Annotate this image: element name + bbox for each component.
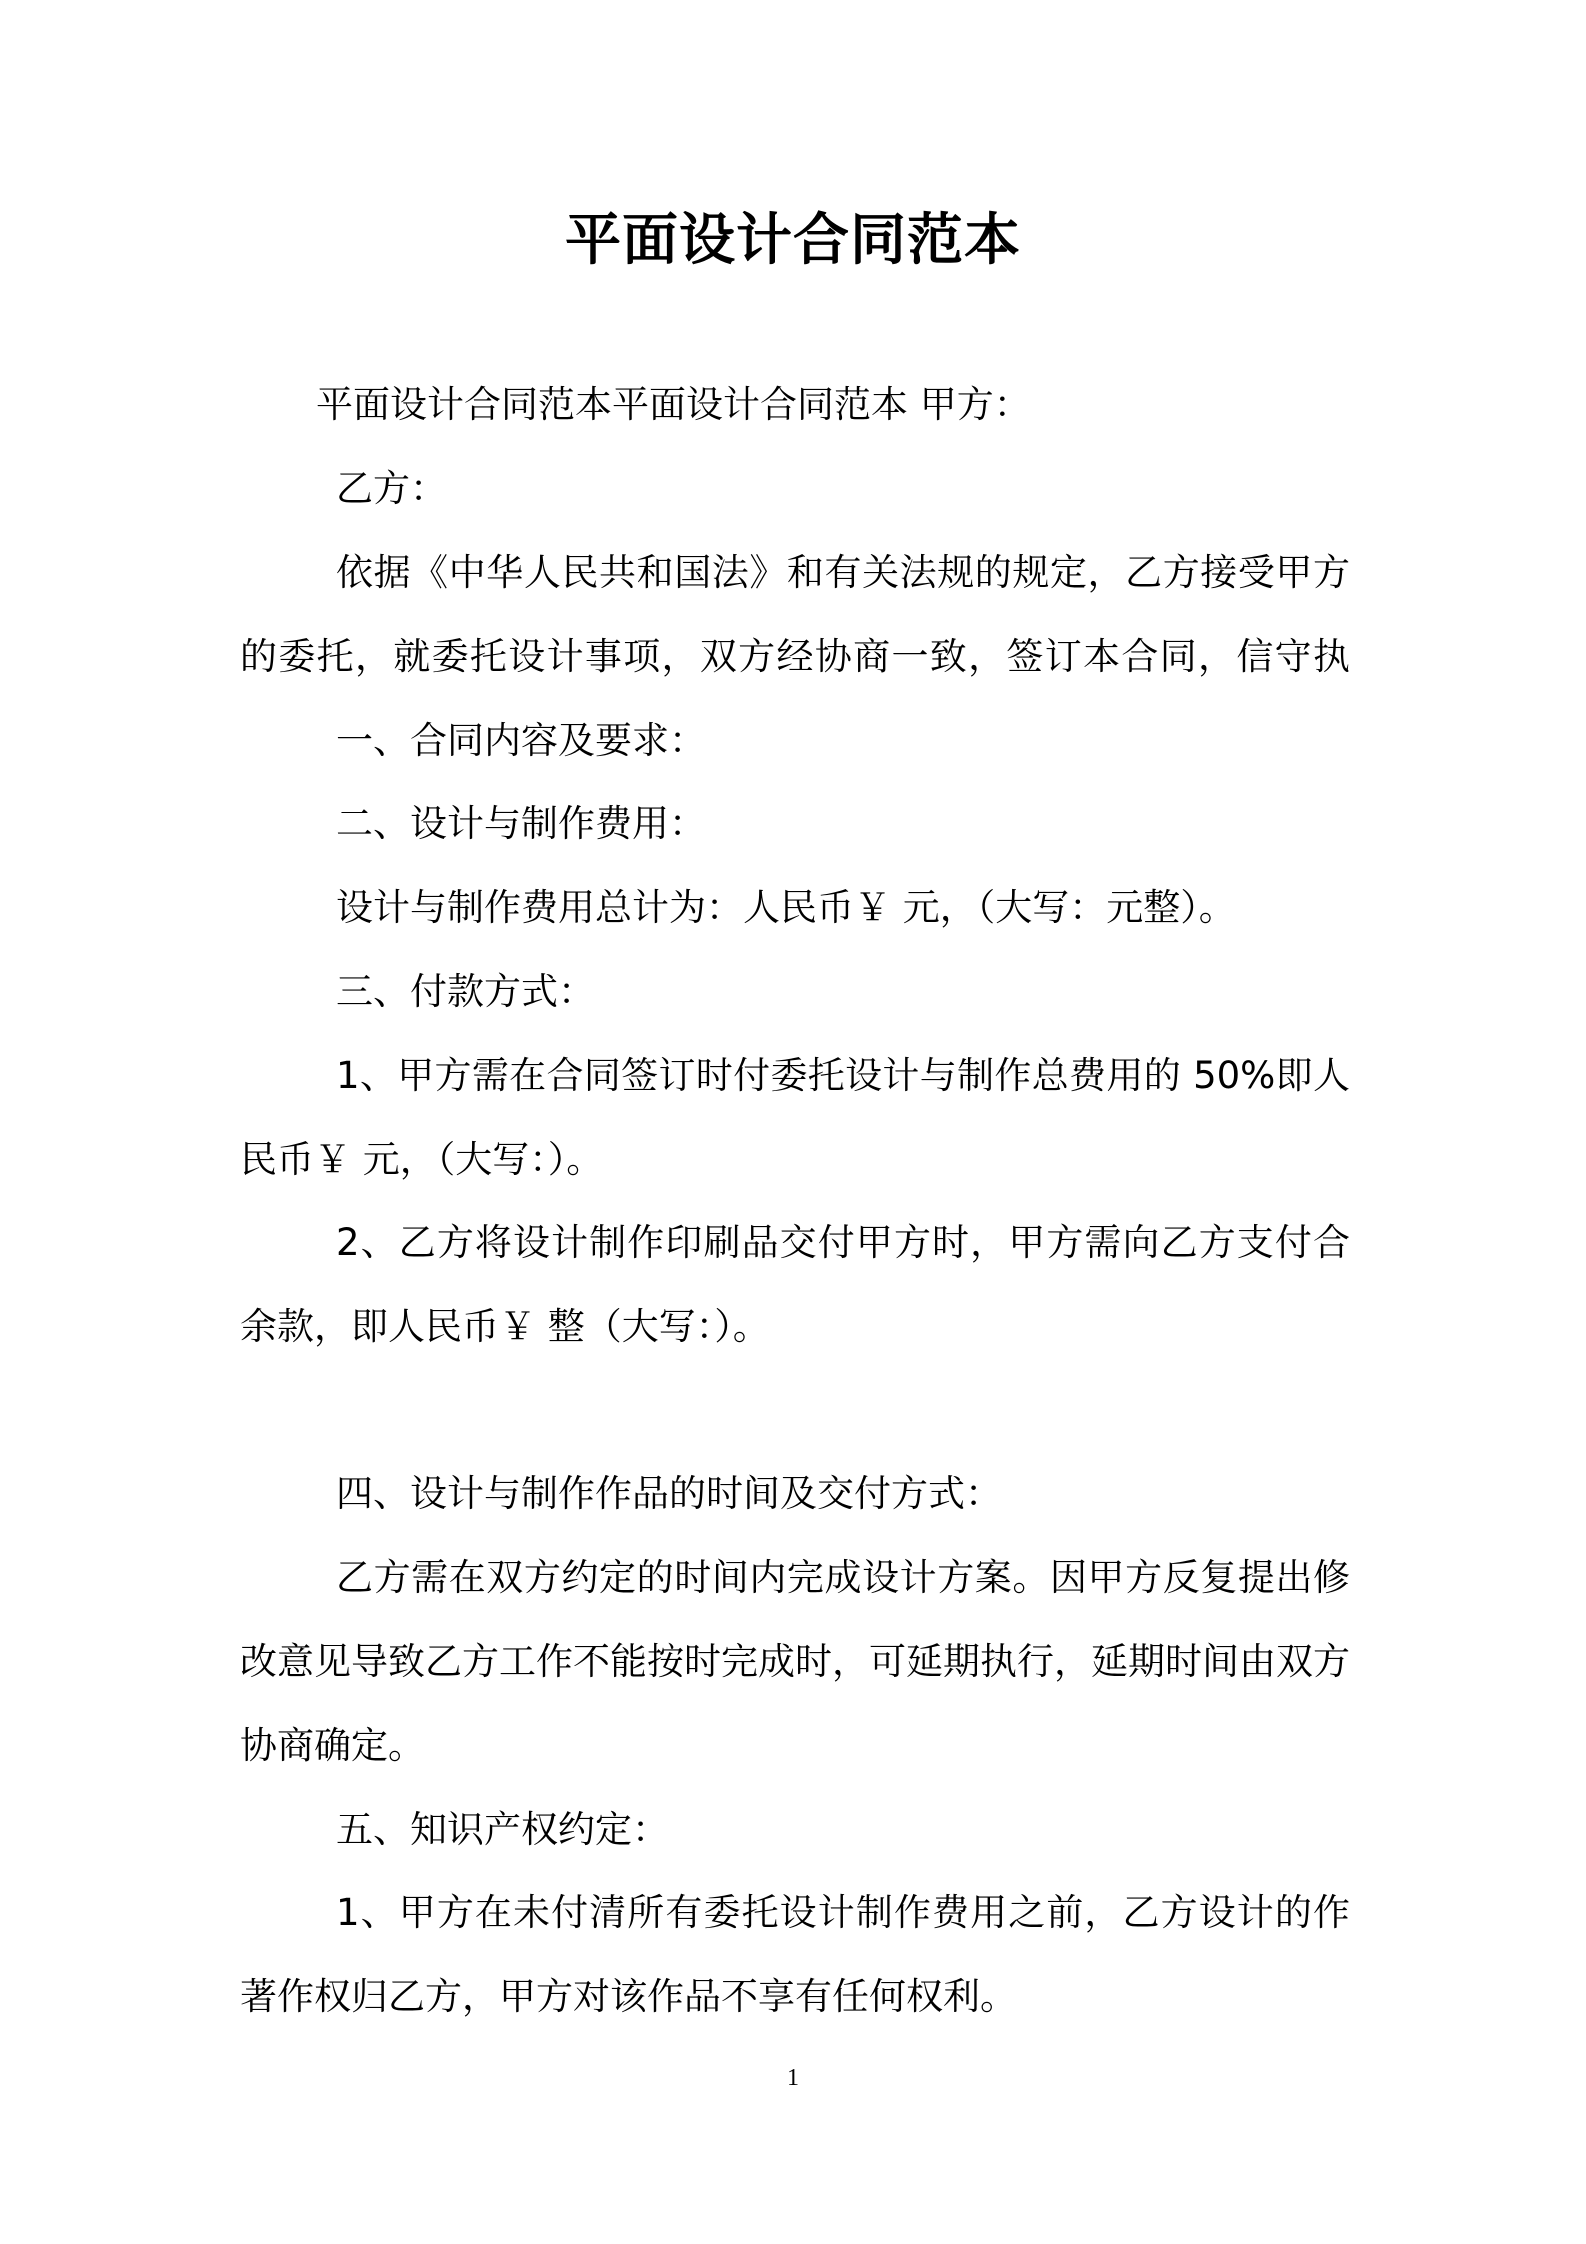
delivery-line-2: 改意见导致乙方工作不能按时完成时，可延期执行，延期时间由双方 <box>240 1640 1350 1683</box>
document-title: 平面设计合同范本 <box>565 208 1021 273</box>
fee-total-line: 设计与制作费用总计为：人民币￥ 元，（大写：元整）。 <box>336 886 1236 929</box>
page-number: 1 <box>787 2065 799 2091</box>
section-4-heading: 四、设计与制作作品的时间及交付方式： <box>336 1472 1002 1515</box>
party-a-line: 平面设计合同范本平面设计合同范本 甲方： <box>316 383 1031 426</box>
section-5-heading: 五、知识产权约定： <box>336 1808 669 1851</box>
payment-1-line-2: 民币￥ 元，（大写：）。 <box>240 1138 604 1181</box>
ip-line-2: 著作权归乙方，甲方对该作品不享有任何权利。 <box>240 1975 1017 2018</box>
ip-line-1: 1、甲方在未付清所有委托设计制作费用之前，乙方设计的作 <box>336 1891 1350 1934</box>
section-3-heading: 三、付款方式： <box>336 970 595 1013</box>
party-b-line: 乙方： <box>336 467 447 510</box>
payment-2-line-1: 2、乙方将设计制作印刷品交付甲方时，甲方需向乙方支付合 <box>336 1221 1350 1264</box>
payment-1-line-1: 1、甲方需在合同签订时付委托设计与制作总费用的 50%即人 <box>336 1054 1350 1097</box>
intro-line-1: 依据《中华人民共和国法》和有关法规的规定，乙方接受甲方 <box>336 551 1350 594</box>
intro-line-2: 的委托，就委托设计事项，双方经协商一致，签订本合同，信守执 <box>240 635 1350 678</box>
delivery-line-1: 乙方需在双方约定的时间内完成设计方案。因甲方反复提出修 <box>336 1556 1350 1599</box>
delivery-line-3: 协商确定。 <box>240 1724 425 1767</box>
section-2-heading: 二、设计与制作费用： <box>336 802 706 845</box>
section-1-heading: 一、合同内容及要求： <box>336 719 706 762</box>
payment-2-line-2: 余款，即人民币￥ 整（大写：）。 <box>240 1305 770 1348</box>
